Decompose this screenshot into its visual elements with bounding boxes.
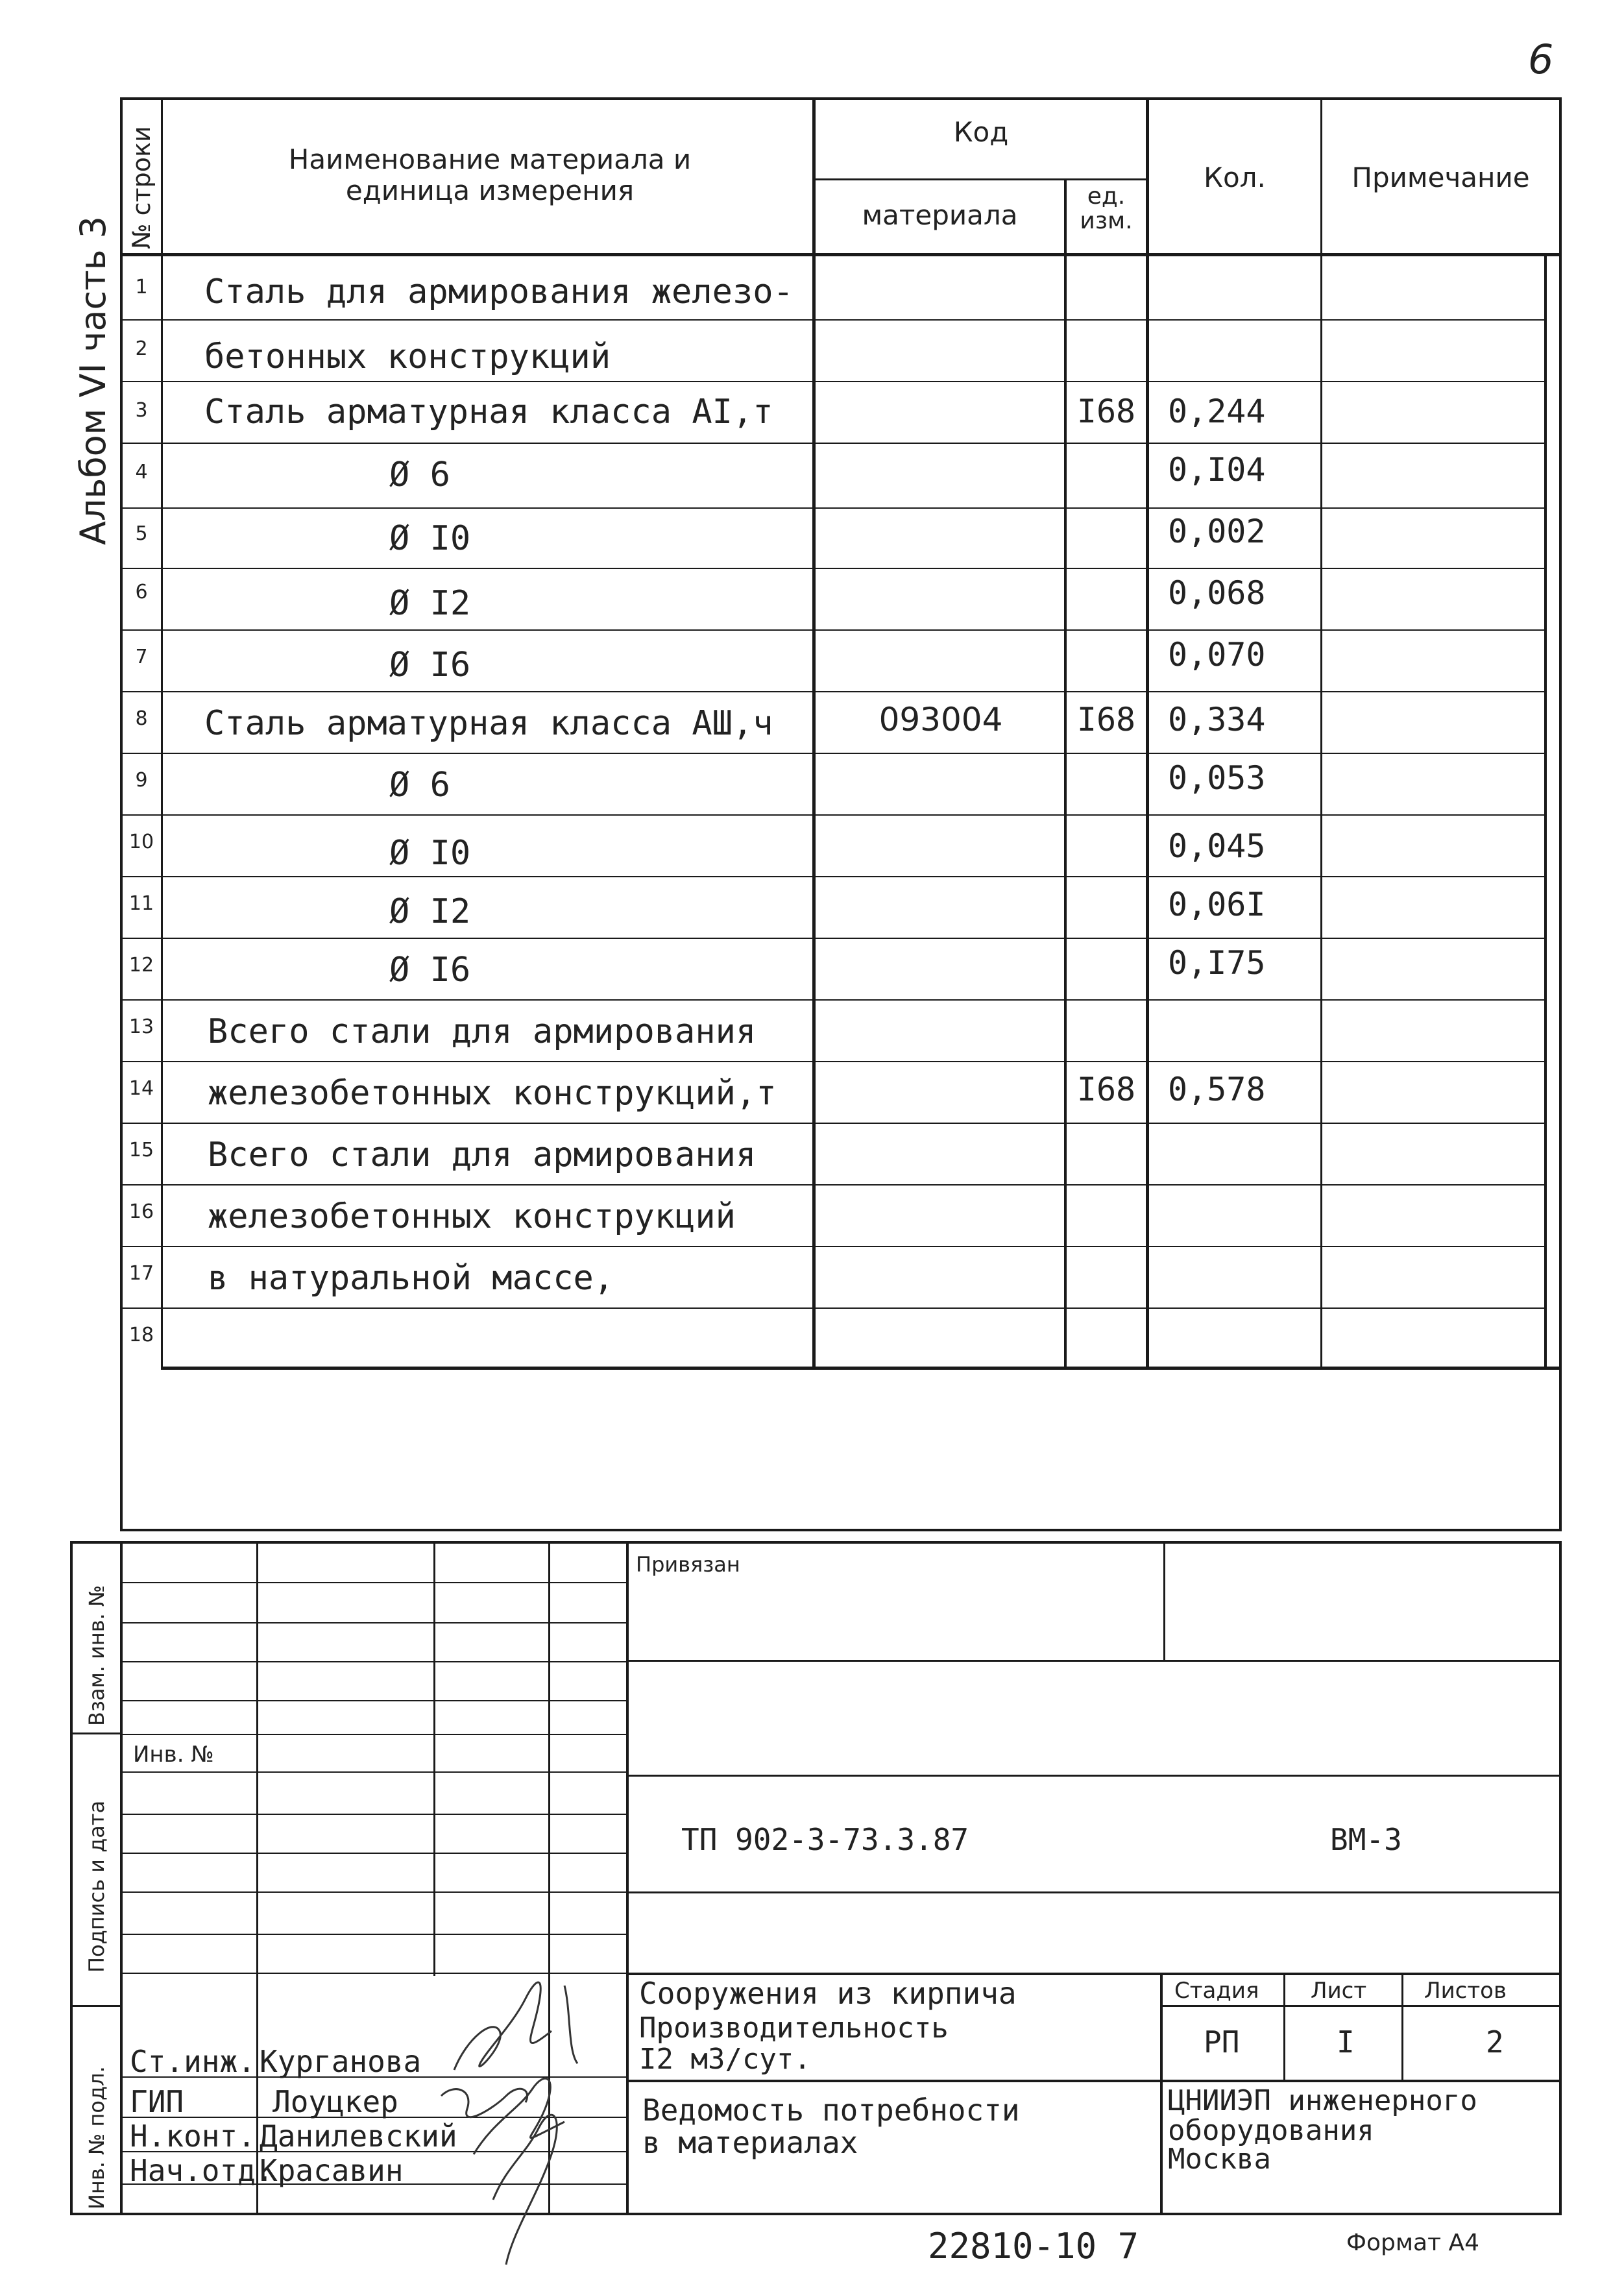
signer-role: Н.конт.	[130, 2119, 256, 2154]
header-code-material: материала	[862, 199, 1018, 231]
signer-name: Данилевский	[260, 2119, 457, 2154]
row-name: Сталь для армирования железо-	[204, 273, 794, 311]
row-unit: I68	[1076, 1071, 1136, 1108]
object-line3: I2 м3/сут.	[639, 2043, 811, 2076]
row-name: Ø 6	[389, 766, 450, 805]
signer-role: Нач.отд.	[130, 2153, 274, 2188]
row-unit: I68	[1076, 393, 1136, 430]
row-number: 8	[135, 707, 148, 730]
row-number: 9	[135, 769, 148, 792]
row-name: железобетонных конструкций	[208, 1197, 736, 1236]
side-label-inv: Инв. № подл.	[84, 2066, 109, 2209]
org-line1: ЦНИИЭП инженерного	[1168, 2084, 1477, 2117]
row-qty: 0,070	[1168, 636, 1266, 674]
stage-value: РП	[1204, 2025, 1240, 2060]
sheets-value: 2	[1486, 2025, 1504, 2060]
sheet-value: I	[1337, 2025, 1355, 2060]
row-number: 17	[128, 1262, 154, 1285]
row-name: бетонных конструкций	[204, 337, 611, 376]
inv-no-label: Инв. №	[133, 1742, 214, 1768]
album-label: Альбом VI часть 3	[73, 215, 114, 545]
signer-name: Курганова	[260, 2044, 422, 2079]
archive-number: 22810-10 7	[928, 2226, 1139, 2267]
row-name: в натуральной массе,	[208, 1259, 614, 1298]
row-number: 1	[135, 276, 148, 298]
row-number: 2	[135, 337, 148, 360]
privyazan-label: Привязан	[636, 1552, 740, 1577]
side-label-podpis: Подпись и дата	[84, 1800, 109, 1973]
format-label: Формат А4	[1346, 2230, 1480, 2256]
row-name: Ø I0	[389, 519, 471, 558]
row-qty: 0,334	[1168, 701, 1266, 738]
sheets-label: Листов	[1424, 1978, 1507, 2004]
row-qty: 0,578	[1168, 1071, 1266, 1108]
row-number: 10	[128, 831, 154, 853]
org-line3: Москва	[1168, 2143, 1271, 2176]
row-code: 093004	[879, 701, 1003, 738]
object-line2: Производительность	[639, 2012, 949, 2045]
document-mark: ВМ-3	[1330, 1822, 1402, 1857]
stage-label: Стадия	[1174, 1978, 1259, 2004]
row-qty: 0,244	[1168, 393, 1266, 430]
row-number: 12	[128, 954, 154, 977]
page-number: 6	[1528, 36, 1554, 83]
header-qty: Кол.	[1204, 162, 1266, 193]
title-line2: в материалах	[642, 2125, 858, 2160]
row-qty: 0,002	[1168, 513, 1266, 550]
row-number: 18	[128, 1324, 154, 1346]
row-qty: 0,06I	[1168, 886, 1266, 923]
row-number: 13	[128, 1015, 154, 1038]
row-name: Сталь арматурная класса АШ,ч	[204, 704, 773, 743]
row-number: 16	[128, 1200, 154, 1223]
row-number: 6	[135, 581, 148, 603]
handwritten-signatures	[415, 1960, 623, 2271]
row-qty: 0,053	[1168, 759, 1266, 797]
row-name: Сталь арматурная класса AI,т	[204, 393, 773, 432]
signer-name: Красавин	[260, 2153, 404, 2188]
title-line1: Ведомость потребности	[642, 2093, 1020, 2128]
row-name: Ø I6	[389, 951, 471, 990]
row-number: 5	[135, 522, 148, 545]
signer-role: ГИП	[130, 2084, 184, 2119]
side-label-vzam: Взам. инв. №	[84, 1585, 109, 1726]
row-name: Всего стали для армирования	[208, 1012, 757, 1051]
row-qty: 0,068	[1168, 574, 1266, 612]
org-line2: оборудования	[1168, 2114, 1374, 2147]
row-number: 7	[135, 646, 148, 668]
row-name: Ø I0	[389, 834, 471, 873]
row-name: Ø I6	[389, 646, 471, 685]
object-line1: Сооружения из кирпича	[639, 1976, 1017, 2011]
row-number: 14	[128, 1077, 154, 1100]
row-number: 4	[135, 461, 148, 483]
header-code: Код	[953, 116, 1009, 148]
signer-name: Лоуцкер	[273, 2084, 398, 2119]
sheet-label: Лист	[1311, 1978, 1367, 2004]
row-unit: I68	[1076, 701, 1136, 738]
header-rownum: № строки	[127, 126, 156, 249]
header-code-unit: ед. изм.	[1080, 183, 1133, 234]
row-qty: 0,I75	[1168, 944, 1266, 982]
row-number: 11	[128, 892, 154, 915]
header-note: Примечание	[1351, 162, 1530, 193]
header-name: Наименование материала и единица измерения	[288, 143, 692, 207]
row-name: Ø I2	[389, 584, 471, 623]
row-qty: 0,045	[1168, 827, 1266, 865]
row-name: Ø 6	[389, 456, 450, 494]
row-name: Ø I2	[389, 892, 471, 931]
row-name: железобетонных конструкций,т	[208, 1074, 777, 1113]
document-code: ТП 902-3-73.3.87	[681, 1822, 969, 1857]
signer-role: Ст.инж.	[130, 2044, 256, 2079]
row-name: Всего стали для армирования	[208, 1136, 757, 1174]
row-number: 3	[135, 399, 148, 422]
row-qty: 0,I04	[1168, 451, 1266, 489]
row-number: 15	[128, 1139, 154, 1161]
